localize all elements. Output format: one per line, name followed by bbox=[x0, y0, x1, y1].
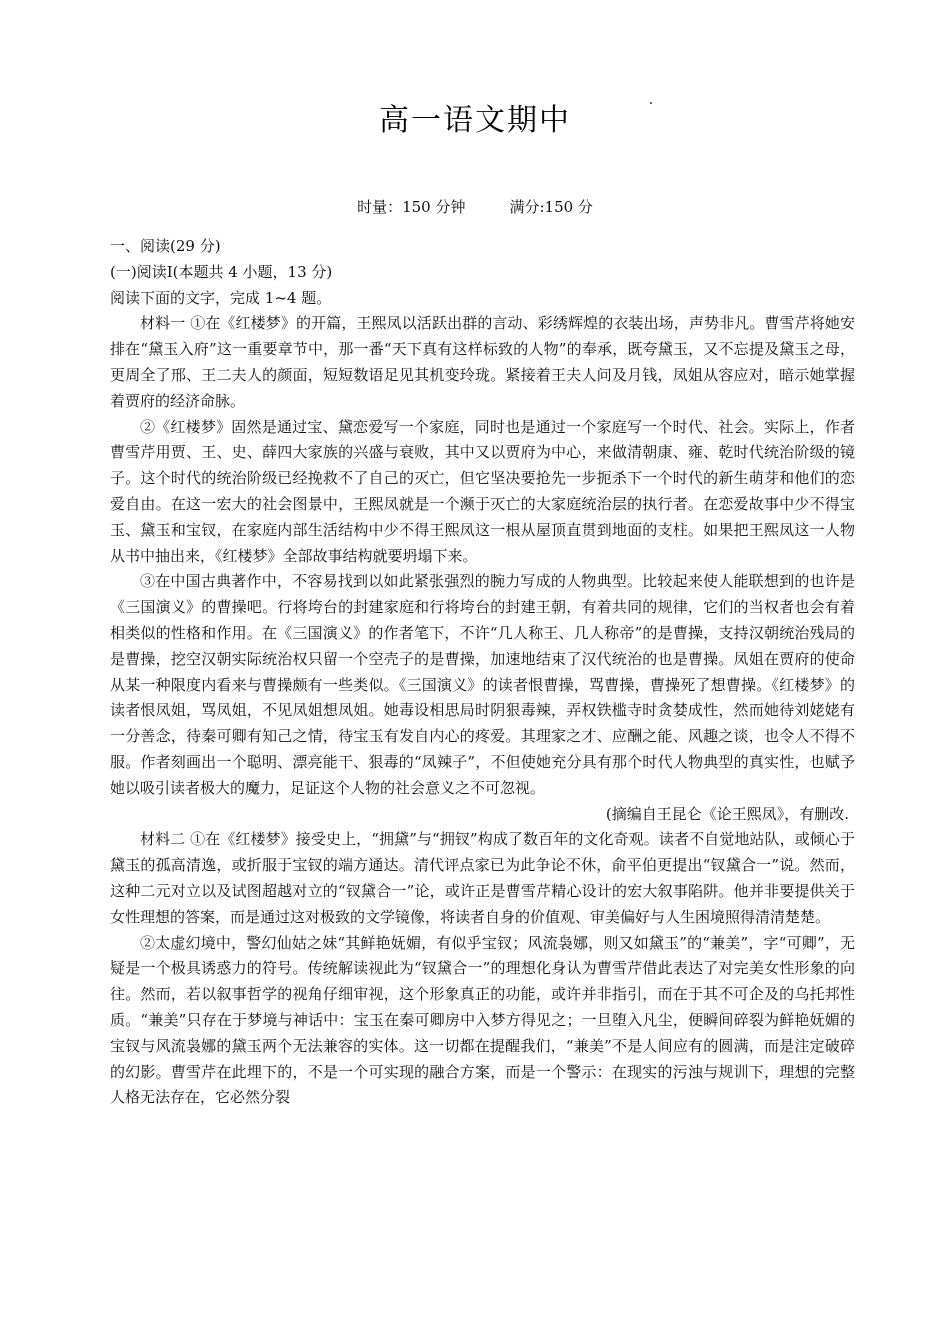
material1-paragraph-3: ③在中国古典著作中，不容易找到以如此紧张强烈的腕力写成的人物典型。比较起来使人能联想到的也许是《三国演义》的曹操吧。行将垮台的封建家庭和行将垮台的封建王朝，有着共同的规律，它们的当权者也会有着相类似的性格和作用。在《三国演义》的作者笔下，不许“几人称王、几人称帝”的是曹操，支持汉朝统治残局的是曹操，挖空汉朝实际统治权只留一个空壳子的是曹操，加速地结束了汉代统治的也是曹操。凤姐在贾府的使命从某一种限度内看来与曹操颇有一些类似。《三国演义》的读者恨曹操，骂曹操，曹操死了想曹操。《红楼梦》的读者恨凤姐，骂凤姐，不见凤姐想凤姐。她毒设相思局时阴狠毒辣，弄权铁槛寺时贪婪成性，然而她待刘姥姥有一分善念，待秦可卿有知己之情，待宝玉有发自内心的疼爱。其理家之才、应酬之能、风趣之谈，也令人不得不服。作者刻画出一个聪明、漂亮能干、狠毒的“凤辣子”，不但使她充分具有那个时代人物典型的真实性，也赋予她以吸引读者极大的魔力，足证这个人物的社会意义之不可忽视。 bbox=[110, 572, 855, 797]
material2-paragraph-1: 材料二 ①在《红楼梦》接受史上，“拥黛”与“拥钗”构成了数百年的文化奇观。读者不自觉地站队，或倾心于黛玉的孤高清逸，或折服于宝钗的端方通达。清代评点家已为此争论不休，俞平伯更提出“钗黛合一”说。然而，这种二元对立以及试图超越对立的“钗黛合一”论，或许正是曹雪芹精心设计的宏大叙事陷阱。他并非要提供关于女性理想的答案，而是通过这对极致的文学镜像，将读者自身的价值观、审美偏好与人生困境照得清清楚楚。 bbox=[110, 830, 855, 926]
document-body bbox=[110, 234, 855, 1111]
material1-paragraph-1: 材料一 ①在《红楼梦》的开篇，王熙凤以活跃出群的言动、彩绣辉煌的衣装出场，声势非凡。曹雪芹将她安排在“黛玉入府”这一重要章节中，那一番“天下真有这样标致的人物”的奉承，既夸黛玉，又不忘提及黛玉之母，更周全了邢、王二夫人的颜面，短短数语足见其机变玲珑。紧接着王夫人问及月钱，凤姐从容应对，暗示她掌握着贾府的经济命脉。 bbox=[110, 314, 855, 410]
exam-time: 时量：150 分钟 bbox=[357, 198, 466, 216]
stray-mark bbox=[650, 102, 652, 104]
page-title: 高一语文期中 bbox=[379, 103, 571, 138]
material2-paragraph-2: ②太虚幻境中，警幻仙姑之妹“其鲜艳妩媚，有似乎宝钗；风流袅娜，则又如黛玉”的“兼美”，字“可卿”，无疑是一个极具诱惑力的符号。传统解读视此为“钗黛合一”的理想化身认为曹雪芹借此表达了对完美女性形象的向往。然而，若以叙事哲学的视角仔细审视，这个形象真正的功能，或许并非指引，而在于其不可企及的乌托邦性质。“兼美”只存在于梦境与神话中：宝玉在秦可卿房中入梦方得见之；一旦堕入凡尘，便瞬间碎裂为鲜艳妩媚的宝钗与风流袅娜的黛玉两个无法兼容的实体。这一切都在提醒我们，“兼美”不是人间应有的圆满，而是注定破碎的幻影。曹雪芹在此埋下的，不是一个可实现的融合方案，而是一个警示：在现实的污浊与规训下，理想的完整人格无法存在，它必然分裂 bbox=[110, 933, 855, 1107]
source-citation: (摘编自王昆仑《论王熙凤》，有删改. bbox=[605, 804, 849, 823]
section-heading: 一、阅读(29 分) bbox=[110, 237, 221, 255]
subsection-heading: (一)阅读Ⅰ(本题共 4 小题，13 分) bbox=[110, 262, 333, 281]
instruction-text: 阅读下面的文字，完成 1~4 题。 bbox=[110, 288, 332, 307]
exam-score: 满分:150 分 bbox=[509, 198, 593, 216]
exam-meta bbox=[0, 196, 950, 217]
material1-paragraph-2: ②《红楼梦》固然是通过宝、黛恋爱写一个家庭，同时也是通过一个家庭写一个时代、社会。实际上，作者曹雪芹用贾、王、史、薛四大家族的兴盛与衰败，其中又以贾府为中心，来做清朝康、雍、乾时代统治阶级的镜子。这个时代的统治阶级已经挽救不了自己的灭亡，但它坚决要抢先一步扼杀下一个时代的新生萌芽和他们的恋爱自由。在这一宏大的社会图景中，王熙凤就是一个濒于灭亡的大家庭统治层的执行者。在恋爱故事中少不得宝玉、黛玉和宝钗，在家庭内部生活结构中少不得王熙凤这一根从屋顶直贯到地面的支柱。如果把王熙凤这一人物从书中抽出来，《红楼梦》全部故事结构就要坍塌下来。 bbox=[110, 417, 855, 565]
